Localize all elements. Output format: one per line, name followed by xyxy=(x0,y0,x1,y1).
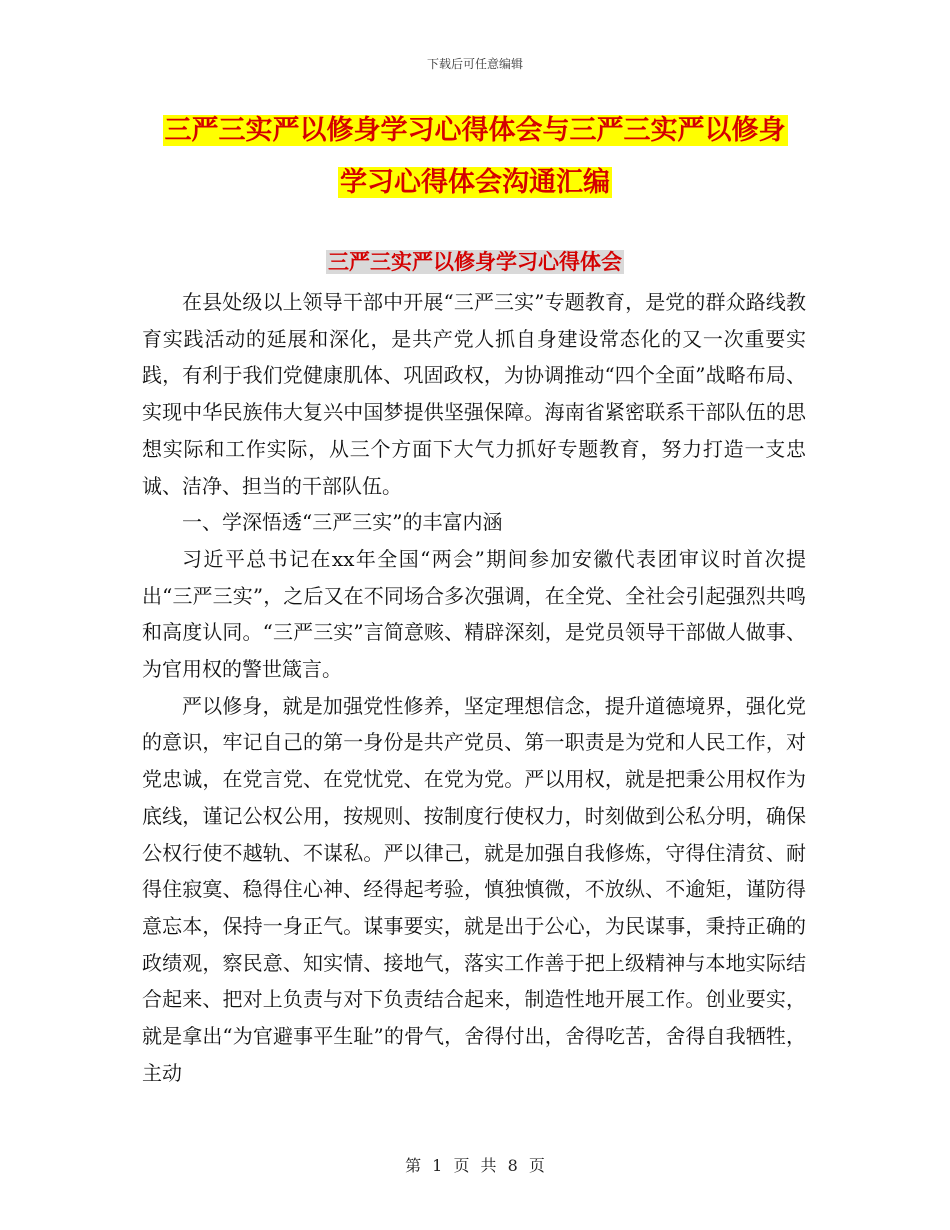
body-text xyxy=(142,284,806,1091)
header-note: 下载后可任意编辑 xyxy=(426,57,523,71)
document-title-line-2-text: 学习心得体会沟通汇编 xyxy=(340,167,610,198)
section-title xyxy=(0,244,950,280)
section-title-text: 三严三实严以修身学习心得体会 xyxy=(328,250,622,274)
paragraph-heading-1: 一、学深悟透“三严三实”的丰富内涵 xyxy=(182,510,503,535)
document-title xyxy=(0,108,950,212)
document-title-line-1 xyxy=(0,108,950,154)
document-title-line-1-text: 三严三实严以修身学习心得体会与三严三实严以修身 xyxy=(164,115,786,146)
page-footer: 第 1 页 共 8 页 xyxy=(405,1156,545,1175)
paragraph-origin: 习近平总书记在xx年全国“两会”期间参加安徽代表团审议时首次提出“三严三实”，之后又在不同场合多次强调，在全党、全社会引起强烈共鸣和高度认同。“三严三实”言简意赅、精辟深刻，是党员领导干部做人做事、为官用权的警世箴言。 xyxy=(142,546,806,682)
paragraph-intro: 在县处级以上领导干部中开展“三严三实”专题教育，是党的群众路线教育实践活动的延展和深化，是共产党人抓自身建设常态化的又一次重要实践，有利于我们党健康肌体、巩固政权，为协调推动“四个全面”战略布局、实现中华民族伟大复兴中国梦提供坚强保障。海南省紧密联系干部队伍的思想实际和工作实际，从三个方面下大气力抓好专题教育，努力打造一支忠诚、洁净、担当的干部队伍。 xyxy=(142,290,806,498)
paragraph-definition: 严以修身，就是加强党性修养，坚定理想信念，提升道德境界，强化党的意识，牢记自己的第一身份是共产党员、第一职责是为党和人民工作，对党忠诚，在党言党、在党忧党、在党为党。严以用权，就是把秉公用权作为底线，谨记公权公用，按规则、按制度行使权力，时刻做到公私分明，确保公权行使不越轨、不谋私。严以律己，就是加强自我修炼，守得住清贫、耐得住寂寞、稳得住心神、经得起考验，慎独慎微，不放纵、不逾矩，谨防得意忘本，保持一身正气。谋事要实，就是出于公心，为民谋事，秉持正确的政绩观，察民意、知实情、接地气，落实工作善于把上级精神与本地实际结合起来、把对上负责与对下负责结合起来，制造性地开展工作。创业要实，就是拿出“为官避事平生耻”的骨气，舍得付出，舍得吃苦，舍得自我牺牲，主动 xyxy=(142,693,806,1085)
document-title-line-2 xyxy=(0,160,950,206)
